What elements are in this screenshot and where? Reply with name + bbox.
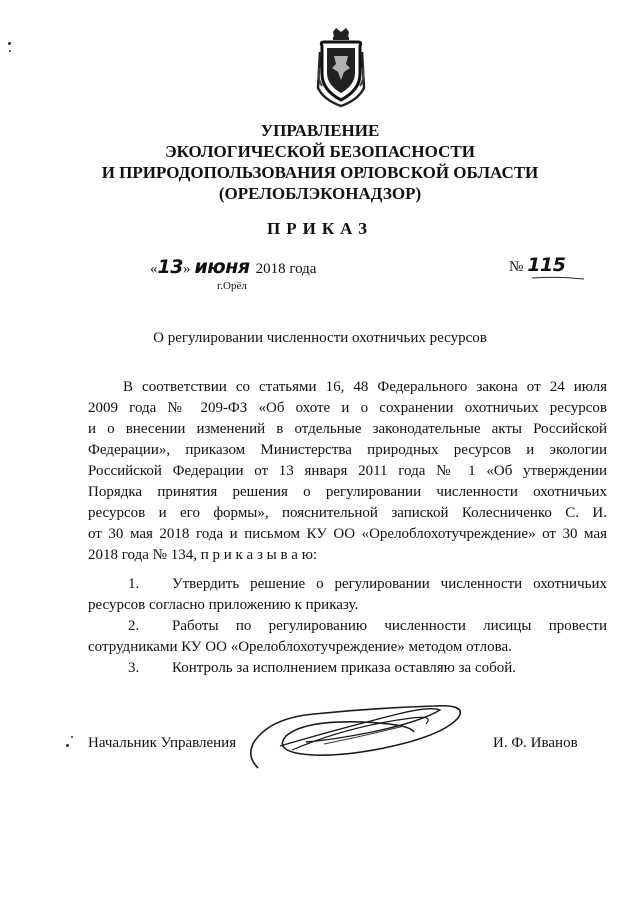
preamble-line-8: от 30 мая 2018 года и письмом КУ ОО «Орелоблохотучреждение» от 30 мая	[88, 526, 607, 542]
date-year-text: 2018 года	[255, 261, 317, 277]
handwritten-month: июня	[194, 256, 250, 278]
preamble-line-2: 2009 года № 209-ФЗ «Об охоте и о сохранении охотничьих ресурсов	[88, 400, 607, 416]
item-2-number: 2.	[128, 618, 140, 634]
preamble-line-4: Федерации», приказом Министерства природных ресурсов и экологии	[88, 442, 607, 458]
order-city: г.Орёл	[217, 280, 247, 292]
preamble-line-5: Российской Федерации от 13 января 2011 года № 1 «Об утверждении	[88, 463, 607, 479]
preamble-line-7: ресурсов и его формы», пояснительной запиской Колесниченко С. И.	[88, 505, 607, 521]
number-prefix: №	[509, 259, 524, 275]
handwritten-day: 13	[157, 256, 183, 278]
org-name-line-2: ЭКОЛОГИЧЕСКОЙ БЕЗОПАСНОСТИ	[165, 142, 475, 161]
document-type-title: ПРИКАЗ	[267, 219, 373, 238]
handwritten-number: 115	[527, 254, 566, 276]
handwritten-signature	[244, 696, 484, 781]
scan-speck	[9, 50, 11, 52]
date-open-quote: «	[150, 261, 158, 277]
coat-of-arms-emblem	[316, 28, 366, 108]
item-1-line-2: ресурсов согласно приложению к приказу.	[88, 597, 359, 613]
scan-speck	[8, 42, 11, 45]
org-name-line-4: (ОРЕЛОБЛЭКОНАДЗОР)	[218, 184, 422, 203]
item-2-line-2: сотрудниками КУ ОО «Орелоблохотучреждение» методом отлова.	[88, 639, 512, 655]
item-3-number: 3.	[128, 660, 140, 676]
org-name-line-1: УПРАВЛЕНИЕ	[260, 121, 380, 140]
item-2-line-1: Работы по регулированию численности лисицы провести	[172, 618, 607, 634]
item-1-line-1: Утвердить решение о регулировании численности охотничьих	[172, 576, 607, 592]
preamble-line-9: 2018 года № 134, п р и к а з ы в а ю:	[88, 547, 318, 563]
order-number	[509, 254, 565, 276]
preamble-line-3: и о внесении изменений в отдельные законодательные акты Российской	[88, 421, 607, 437]
order-date	[150, 256, 316, 278]
item-1-number: 1.	[128, 576, 140, 592]
scan-speck	[66, 744, 69, 747]
number-underline	[532, 276, 584, 280]
signatory-name: И. Ф. Иванов	[493, 735, 578, 751]
signatory-position: Начальник Управления	[88, 735, 237, 751]
preamble-line-6: Порядка принятия решения о регулировании численности охотничьих	[88, 484, 607, 500]
item-3-line-1: Контроль за исполнением приказа оставляю за собой.	[172, 660, 517, 676]
org-name-line-3: И ПРИРОДОПОЛЬЗОВАНИЯ ОРЛОВСКОЙ ОБЛАСТИ	[101, 163, 539, 182]
scan-speck	[71, 736, 73, 738]
order-subject: О регулировании численности охотничьих ресурсов	[153, 330, 487, 346]
preamble-line-1: В соответствии со статьями 16, 48 Федерального закона от 24 июля	[123, 379, 607, 395]
date-mid-quote: »	[182, 261, 191, 277]
